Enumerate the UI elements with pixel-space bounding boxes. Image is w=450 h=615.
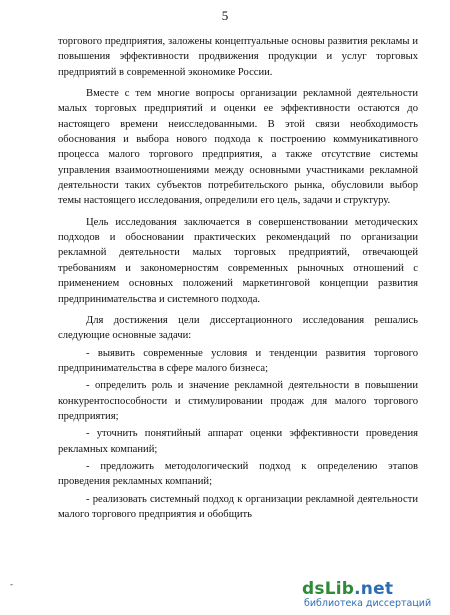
- paragraph-intro-continuation: торгового предприятия, заложены концептуальные основы развития рекламы и повышения эффективности продвижения продукции и услуг торговых предприятий в современной экономике России.: [58, 36, 418, 78]
- paragraph-tasks-intro: Для достижения цели диссертационного исследования решались следующие основные задачи:: [58, 314, 418, 342]
- task-item: - выявить современные условия и тенденции развития торгового предпринимательства в сфере малого бизнеса;: [58, 347, 418, 374]
- task-item: - реализовать системный подход к организации рекламной деятельности малого торгового предприятия и обобщить: [58, 493, 418, 520]
- watermark-brand: [302, 579, 393, 599]
- watermark-logo[interactable]: [294, 577, 444, 611]
- paragraph-unresolved-issues: Вместе с тем многие вопросы организации рекламной деятельности малых торговых предприятий и оценки ее эффективности остаются до настоящего времени неисследованными. В этой связи необходимость обоснования и выбора нового подхода к построению коммуникативного процесса малого торгового предприятия, а также отсутствие системы управления взаимоотношениями между основными участниками рекламной деятельности таких субъектов потребительского рынка, обусловили выбор темы настоящего исследования, определили его цель, задачи и структуру.: [58, 88, 418, 207]
- watermark-brand-main: dsLib: [302, 579, 355, 599]
- task-item: - предложить методологический подход к определению этапов проведения рекламных компаний;: [58, 460, 418, 488]
- task-item: - уточнить понятийный аппарат оценки эффективности проведения рекламных компаний;: [58, 428, 418, 455]
- page-number: 5: [221, 8, 229, 23]
- task-item: - определить роль и значение рекламной деятельности в повышении конкурентоспособности и стимулировании продаж для малого торгового предприятия;: [58, 380, 418, 422]
- watermark-subtitle: библиотека диссертаций: [304, 598, 432, 609]
- document-body: [58, 34, 418, 522]
- watermark-brand-ext: .net: [354, 579, 394, 599]
- paragraph-research-goal: Цель исследования заключается в совершенствовании методических подходов и обосновании практических рекомендаций по организации рекламной деятельности малых торговых предприятий, отвечающей требованиям и закономерностям современных рыночных отношений с применением основных положений маркетинговой концепции развития предпринимательства и системного подхода.: [58, 216, 418, 305]
- corner-mark: -: [10, 579, 13, 589]
